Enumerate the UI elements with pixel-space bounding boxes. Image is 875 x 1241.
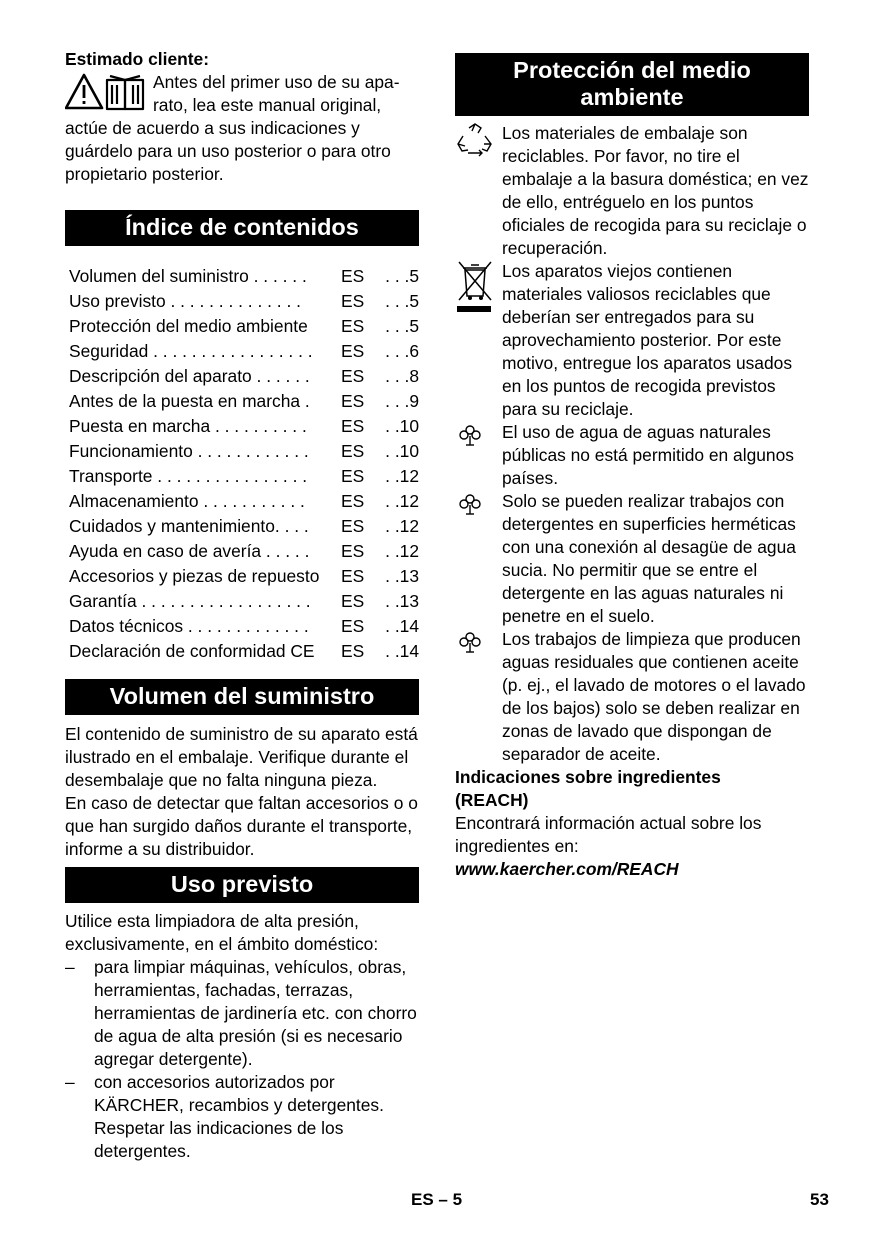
list-item [455, 490, 809, 628]
intro-block [65, 71, 419, 117]
toc-entry-title: Funcionamiento . . . . . . . . . . . . [69, 441, 309, 461]
toc-entry-page: . . .9 [385, 391, 419, 411]
toc-entry-language: ES [341, 516, 365, 536]
toc-entry-language: ES [341, 391, 365, 411]
toc-entry-language: ES [341, 316, 365, 336]
list-dash: – [65, 957, 75, 977]
toc-entry-title: Ayuda en caso de avería . . . . . [69, 541, 310, 561]
toc-row [69, 339, 419, 364]
toc-entry-title: Transporte . . . . . . . . . . . . . . . . [69, 466, 308, 486]
toc-entry-language: ES [341, 366, 365, 386]
toc-entry-page: . .12 [385, 541, 419, 561]
toc-entry-page: . .14 [385, 616, 419, 636]
reach-heading-line-1: Indicaciones sobre ingredientes [455, 767, 721, 787]
toc-row [69, 489, 419, 514]
left-column [65, 48, 419, 1163]
toc-row [69, 464, 419, 489]
supply-paragraph-1: El contenido de suministro de su aparato está ilustrado en el embalaje. Verifique durante el desembalaje que no falta ninguna pieza. [65, 724, 418, 790]
footer-section-label: ES – 5 [411, 1190, 463, 1209]
environment-text: Los aparatos viejos contienen materiales valiosos reciclables que deberían ser entregados para su aprovechamiento posterior. Por este motivo, entregue los aparatos usados en los puntos de recogida previstos para su reciclaje. [502, 261, 793, 419]
intro-line-1: Antes del primer uso de su apa- [153, 72, 400, 92]
toc-entry-page: . .13 [385, 591, 419, 611]
toc-entry-language: ES [341, 266, 365, 286]
toc-row [69, 314, 419, 339]
right-column [455, 53, 809, 881]
list-dash: – [65, 1072, 75, 1092]
list-item [65, 956, 419, 1071]
toc-entry-language: ES [341, 441, 365, 461]
reach-text: Encontrará información actual sobre los ingredientes en: [455, 813, 762, 856]
toc-row [69, 439, 419, 464]
toc-entry-page: . . .5 [385, 266, 419, 286]
toc-entry-language: ES [341, 491, 365, 511]
toc-entry-page: . .12 [385, 466, 419, 486]
environment-text: Solo se pueden realizar trabajos con detergentes en superficies herméticas con una conexión al desagüe de agua sucia. No permitir que se entre el detergente en las aguas naturales ni penetre en el suelo. [502, 491, 796, 626]
toc-entry-page: . .10 [385, 441, 419, 461]
list-item [455, 421, 809, 490]
reach-heading [455, 766, 809, 812]
warning-manual-icons [65, 71, 147, 113]
toc-entry-language: ES [341, 591, 365, 611]
toc-row [69, 639, 419, 664]
toc-heading: Índice de contenidos [65, 210, 419, 246]
supply-heading: Volumen del suministro [65, 679, 419, 715]
toc-entry-language: ES [341, 566, 365, 586]
toc-row [69, 614, 419, 639]
toc-entry-page: . . .5 [385, 316, 419, 336]
toc-row [69, 264, 419, 289]
environment-heading-line-1: Protección del medio [513, 57, 751, 83]
environment-heading-line-2: ambiente [580, 84, 684, 110]
toc-entry-language: ES [341, 541, 365, 561]
toc-row [69, 589, 419, 614]
tree-icon [455, 628, 502, 766]
toc-entry-language: ES [341, 466, 365, 486]
toc-entry-page: . . .8 [385, 366, 419, 386]
toc-entry-language: ES [341, 291, 365, 311]
toc-entry-title: Accesorios y piezas de repuesto [69, 566, 320, 586]
intended-use-list [65, 956, 419, 1163]
list-item [455, 122, 809, 260]
toc-entry-page: . .14 [385, 641, 419, 661]
toc-entry-title: Garantía . . . . . . . . . . . . . . . . . . [69, 591, 311, 611]
toc-entry-page: . .13 [385, 566, 419, 586]
environment-list [455, 122, 809, 766]
list-item [455, 628, 809, 766]
toc-entry-title: Protección del medio ambiente [69, 316, 308, 336]
toc-entry-title: Datos técnicos . . . . . . . . . . . . . [69, 616, 309, 636]
environment-text: Los materiales de embalaje son reciclables. Por favor, no tire el embalaje a la basura doméstica; en vez de ello, entréguelo en los puntos oficiales de recogida para su reciclaje o recuperación. [502, 123, 809, 258]
toc-entry-title: Seguridad . . . . . . . . . . . . . . . . . [69, 341, 313, 361]
toc-entry-page: . . .5 [385, 291, 419, 311]
list-item-text: con accesorios autorizados por KÄRCHER, recambios y detergentes. Respetar las indicaciones de los detergentes. [94, 1072, 384, 1161]
toc-entry-title: Declaración de conformidad CE [69, 641, 315, 661]
toc-entry-title: Cuidados y mantenimiento. . . . [69, 516, 309, 536]
toc-row [69, 414, 419, 439]
list-item [455, 260, 809, 421]
toc-entry-title: Antes de la puesta en marcha . [69, 391, 310, 411]
recycle-icon [455, 122, 502, 260]
toc-entry-page: . .10 [385, 416, 419, 436]
crossed-bin-icon [455, 260, 502, 421]
tree-icon [455, 421, 502, 490]
supply-paragraph-2: En caso de detectar que faltan accesorios o o que han surgido daños durante el transporte, informe a su distribuidor. [65, 793, 418, 859]
toc-entry-language: ES [341, 641, 365, 661]
toc-entry-language: ES [341, 341, 365, 361]
footer-page-number: 53 [810, 1190, 829, 1209]
intro-text: actúe de acuerdo a sus indicaciones y guárdelo para un uso posterior o para otro propietario posterior. [65, 118, 391, 184]
list-item-text: para limpiar máquinas, vehículos, obras, herramientas, fachadas, terrazas, herramientas de jardinería etc. con chorro de agua de alta presión (si es necesario agregar detergente). [94, 957, 417, 1069]
environment-text: Los trabajos de limpieza que producen aguas residuales que contienen aceite (p. ej., el lavado de motores o el lavado de los bajos) solo se deben realizar en zonas de lavado que dispongan de separador de aceite. [502, 629, 806, 764]
intro-line-2: rato, lea este manual original, [153, 95, 382, 115]
tree-icon [455, 490, 502, 628]
toc-row [69, 514, 419, 539]
toc-row [69, 564, 419, 589]
intended-use-paragraph: Utilice esta limpiadora de alta presión, exclusivamente, en el ámbito doméstico: [65, 911, 379, 954]
reach-heading-line-2: (REACH) [455, 790, 529, 810]
list-item [65, 1071, 419, 1163]
warning-triangle-icon [66, 75, 102, 108]
environment-text: El uso de agua de aguas naturales públicas no está permitido en algunos países. [502, 422, 794, 488]
toc-entry-title: Volumen del suministro . . . . . . [69, 266, 307, 286]
toc-entry-title: Uso previsto . . . . . . . . . . . . . . [69, 291, 301, 311]
toc-entry-page: . .12 [385, 491, 419, 511]
toc-entry-title: Almacenamiento . . . . . . . . . . . [69, 491, 305, 511]
toc-entry-title: Puesta en marcha . . . . . . . . . . [69, 416, 307, 436]
toc-entry-language: ES [341, 616, 365, 636]
toc-row [69, 289, 419, 314]
toc-row [69, 364, 419, 389]
toc-entry-title: Descripción del aparato . . . . . . [69, 366, 310, 386]
intro-heading: Estimado cliente: [65, 49, 209, 69]
toc-entry-page: . . .6 [385, 341, 419, 361]
intro-icons [65, 71, 147, 119]
manual-book-icon [107, 76, 143, 109]
intended-use-heading: Uso previsto [65, 867, 419, 903]
toc-entry-language: ES [341, 416, 365, 436]
table-of-contents [69, 264, 419, 664]
environment-heading [455, 53, 809, 116]
toc-row [69, 539, 419, 564]
reach-link[interactable]: www.kaercher.com/REACH [455, 859, 679, 879]
toc-entry-page: . .12 [385, 516, 419, 536]
toc-row [69, 389, 419, 414]
